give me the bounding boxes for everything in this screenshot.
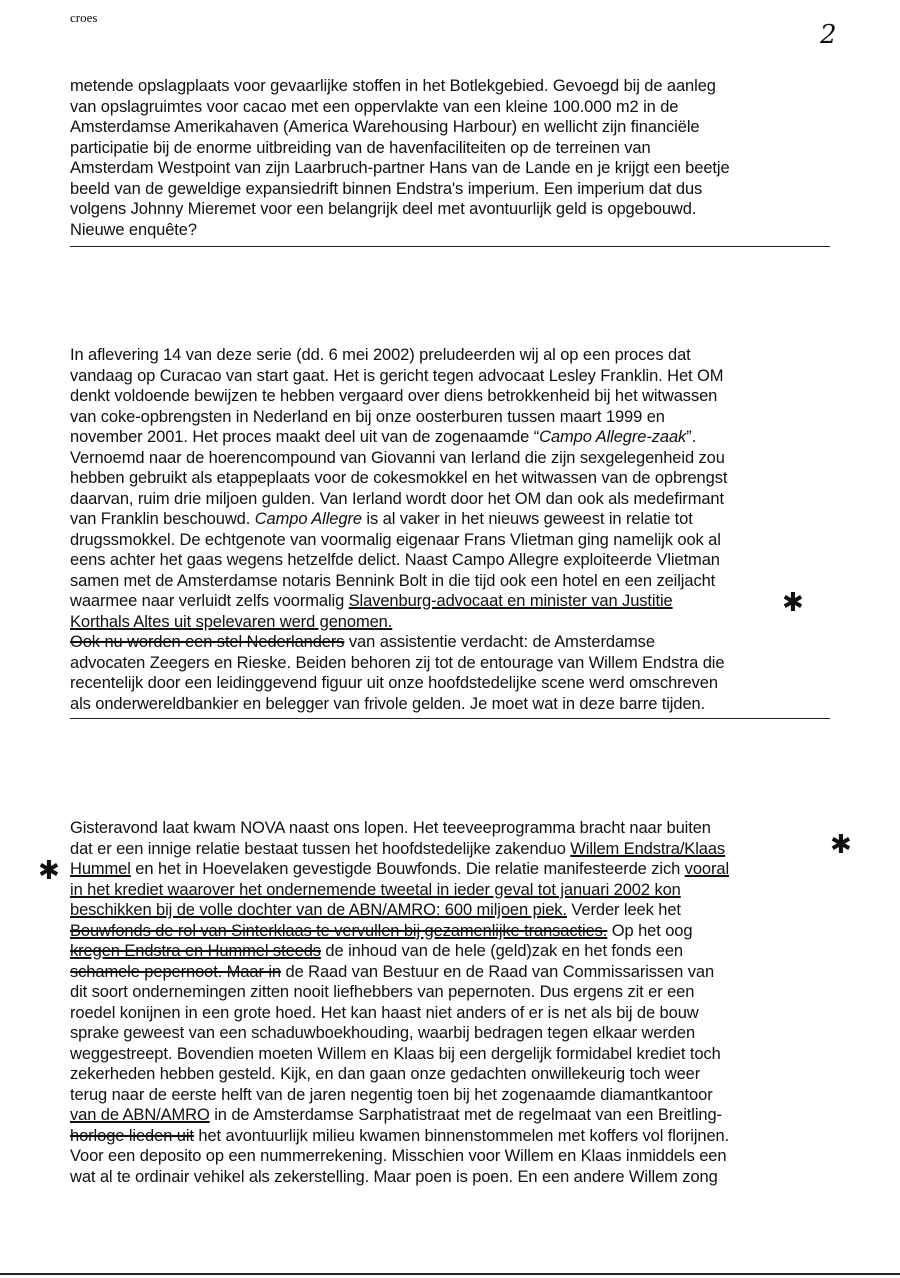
text-span: Verder leek het [566, 901, 681, 919]
underlined-text: in het krediet waarover het ondernemende tweetal in ieder geval tot januari 2002 kon [70, 880, 681, 899]
asterisk-icon: ✱ [830, 830, 852, 860]
text-line [70, 1105, 830, 1126]
paragraph-3 [70, 818, 830, 1187]
text-line [70, 427, 830, 448]
text-span: waarmee naar verluidt zelfs voormalig [70, 592, 349, 610]
divider-rule [70, 246, 830, 247]
paragraph-2 [70, 345, 830, 714]
text-span: Op het oog [607, 921, 693, 940]
page-bottom-edge [0, 1273, 900, 1275]
text-line: weggestreept. Bovendien moeten Willem en Klaas bij een dergelijk formidabel krediet toch [70, 1044, 721, 1063]
text-span: de inhoud van de hele (geld)zak en het fonds een [320, 942, 683, 960]
text-line [70, 1126, 830, 1147]
text-line [70, 962, 830, 983]
underlined-text: Willem Endstra/Klaas [570, 839, 726, 858]
text-line: denkt voldoende bewijzen te hebben vergaard over diens betrokkenheid bij het witwassen [70, 387, 718, 405]
text-line [70, 612, 830, 633]
text-line: advocaten Zeegers en Rieske. Beiden behoren zij tot de entourage van Willem Endstra die [70, 653, 725, 672]
text-span: in de Amsterdamse Sarphatistraat met de regelmaat van een Breitling- [209, 1106, 722, 1124]
text-line [70, 921, 830, 942]
handwritten-page-number: 2 [820, 20, 837, 50]
text-line: Amsterdamse Amerikahaven (America Warehousing Harbour) en wellicht zijn financiële [70, 118, 700, 136]
text-line: Nieuwe enquête? [70, 220, 197, 239]
text-span: november 2001. Het proces maakt deel uit van de zogenaamde “ [70, 428, 540, 446]
text-line: daarvan, ruim drie miljoen gulden. Van Ierland wordt door het OM dan ook als medefirmant [70, 489, 724, 508]
text-line: beeld van de geweldige expansiedrift binnen Endstra's imperium. Een imperium dat dus [70, 179, 703, 198]
text-line [70, 941, 830, 962]
underlined-text: van de ABN/AMRO [70, 1106, 210, 1124]
text-line: metende opslagplaats voor gevaarlijke stoffen in het Botlekgebied. Gevoegd bij de aanleg [70, 77, 716, 95]
underlined-text: Hummel [70, 860, 131, 878]
text-line [70, 839, 830, 860]
text-line: samen met de Amsterdamse notaris Bennink Bolt in die tijd ook een hotel en een zeiljacht [70, 571, 716, 590]
text-span: van assistentie verdacht: de Amsterdamse [344, 633, 655, 651]
text-span: van Franklin beschouwd. [70, 510, 255, 528]
text-line [70, 591, 830, 612]
italic-case-name: Campo Allegre-zaak [539, 428, 687, 446]
text-line: van coke-opbrengsten in Nederland en bij onze oosterburen tussen maart 1999 en [70, 407, 665, 426]
text-span: de Raad van Bestuur en de Raad van Commissarissen van [281, 962, 715, 981]
text-line: zekerheden hebben gesteld. Kijk, en dan gaan onze gedachten onwillekeurig toch weer [70, 1065, 701, 1083]
text-line [70, 509, 830, 530]
asterisk-icon: ✱ [782, 588, 804, 618]
text-span: het avontuurlijk milieu kwamen binnenstommelen met koffers vol florijnen. [193, 1126, 730, 1145]
text-line: roedel konijnen in een grote hoed. Het kan haast niet anders of er is net als bij de bouw [70, 1003, 699, 1022]
text-line: participatie bij de enorme uitbreiding van de havenfaciliteiten op de terreinen van [70, 138, 651, 157]
text-span: en het in Hoevelaken gevestigde Bouwfonds. Die relatie manifesteerde zich [130, 860, 685, 878]
text-span: is al vaker in het nieuws geweest in relatie tot [361, 510, 693, 528]
struck-through-text: Ook nu worden een stel Nederlanders [70, 633, 345, 651]
paragraph-1 [70, 76, 830, 240]
text-line [70, 632, 830, 653]
text-line: drugssmokkel. De echtgenote van voormalig eigenaar Frans Vlietman ging namelijk ook al [70, 530, 721, 549]
text-line: volgens Johnny Mieremet voor een belangrijk deel met avontuurlijk geld is opgebouwd. [70, 200, 697, 218]
struck-through-text: schamele pepernoot. Maar in [70, 962, 282, 981]
text-line: Vernoemd naar de hoerencompound van Giovanni van Ierland die zijn sexgelegenheid zou [70, 448, 725, 467]
document-source-label: croes [70, 10, 98, 25]
text-line: Amsterdam Westpoint van zijn Laarbruch-partner Hans van de Lande en je krijgt een beetje [70, 159, 730, 177]
divider-rule [70, 718, 830, 719]
text-line: terug naar de eerste helft van de jaren negentig toen bij het zogenaamde diamantkantoor [70, 1085, 713, 1104]
text-line: sprake geweest van een schaduwboekhouding, waarbij bedragen tegen elkaar werden [70, 1024, 696, 1042]
text-span: dat er een innige relatie bestaat tussen het hoofdstedelijke zakenduo [70, 839, 571, 858]
underlined-text: Korthals Altes uit spelevaren werd genomen. [70, 612, 393, 631]
struck-through-text: horloge lieden uit [70, 1126, 194, 1145]
text-line: wat al te ordinair vehikel als zekerstelling. Maar poen is poen. En een andere Willem zong [70, 1167, 718, 1186]
text-line [70, 859, 830, 880]
italic-case-name: Campo Allegre [254, 510, 362, 528]
text-line: van opslagruimtes voor cacao met een oppervlakte van een kleine 100.000 m2 in de [70, 97, 679, 116]
text-line: In aflevering 14 van deze serie (dd. 6 mei 2002) preludeerden wij al op een proces dat [70, 346, 691, 364]
text-line: recentelijk door een leidinggevend figuur uit onze hoofdstedelijke scene werd omschreven [70, 674, 718, 692]
text-span: ”. [686, 428, 697, 446]
underlined-text: Slavenburg-advocaat en minister van Justitie [348, 592, 673, 610]
struck-through-text: kregen Endstra en Hummel steeds [70, 942, 321, 960]
text-line: Gisteravond laat kwam NOVA naast ons lopen. Het teeveeprogramma bracht naar buiten [70, 819, 711, 837]
underlined-text: beschikken bij de volle dochter van de ABN/AMRO: 600 miljoen piek. [70, 901, 567, 919]
text-line [70, 900, 830, 921]
underlined-text: vooral [684, 860, 730, 878]
struck-through-text: Bouwfonds de rol van Sinterklaas te vervullen bij gezamenlijke transacties. [70, 921, 608, 940]
text-line [70, 880, 830, 901]
text-line: hebben gebruikt als etappeplaats voor de cokesmokkel en het witwassen van de opbrengst [70, 469, 728, 487]
text-line: eens achter het gaas wegens hetzelfde delict. Naast Campo Allegre exploiteerde Vlietman [70, 551, 720, 569]
text-line: vandaag op Curacao van start gaat. Het is gericht tegen advocaat Lesley Franklin. Het OM [70, 366, 724, 385]
text-line: Voor een deposito op een nummerrekening. Misschien voor Willem en Klaas inmiddels een [70, 1147, 727, 1165]
text-line: dit soort ondernemingen zitten nooit liefhebbers van pepernoten. Dus ergens zit er een [70, 983, 695, 1001]
text-line: als onderwereldbankier en belegger van frivole gelden. Je moet wat in deze barre tijden. [70, 694, 706, 713]
asterisk-icon: ✱ [38, 856, 60, 886]
